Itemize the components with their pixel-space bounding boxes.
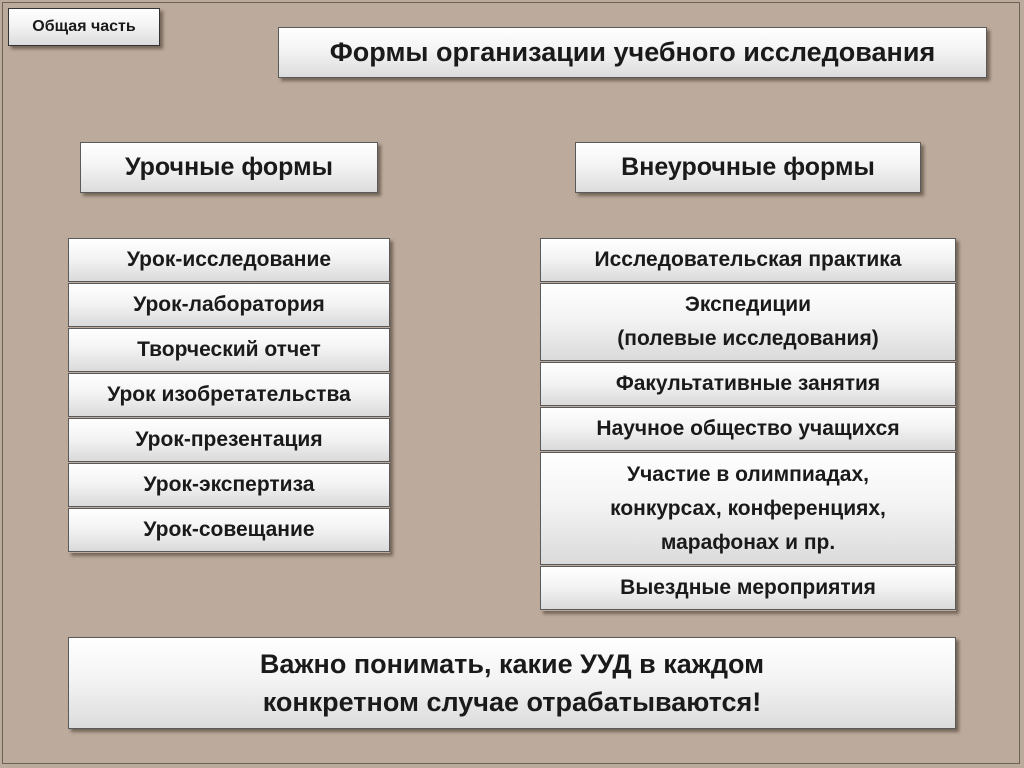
extracurricular-form-item: Выездные мероприятия xyxy=(540,566,956,610)
lesson-form-item: Творческий отчет xyxy=(68,328,390,372)
extracurricular-form-item: Научное общество учащихся xyxy=(540,407,956,451)
lesson-form-item: Урок-совещание xyxy=(68,508,390,552)
lesson-forms-list xyxy=(68,238,390,553)
extracurricular-forms-heading: Внеурочные формы xyxy=(575,142,921,193)
lesson-form-item: Урок-презентация xyxy=(68,418,390,462)
lesson-form-item: Урок-исследование xyxy=(68,238,390,282)
lesson-form-item: Урок-экспертиза xyxy=(68,463,390,507)
extracurricular-form-item: Исследовательская практика xyxy=(540,238,956,282)
lesson-form-item: Урок-лаборатория xyxy=(68,283,390,327)
extracurricular-form-item: Участие в олимпиадах, конкурсах, конференциях, марафонах и пр. xyxy=(540,452,956,565)
important-note: Важно понимать, какие УУД в каждом конкретном случае отрабатываются! xyxy=(68,637,956,729)
slide-title: Формы организации учебного исследования xyxy=(278,27,987,78)
extracurricular-form-item: Экспедиции (полевые исследования) xyxy=(540,283,956,361)
lesson-forms-heading: Урочные формы xyxy=(80,142,378,193)
extracurricular-form-item: Факультативные занятия xyxy=(540,362,956,406)
lesson-form-item: Урок изобретательства xyxy=(68,373,390,417)
extracurricular-forms-list xyxy=(540,238,956,611)
section-tag: Общая часть xyxy=(8,8,160,46)
